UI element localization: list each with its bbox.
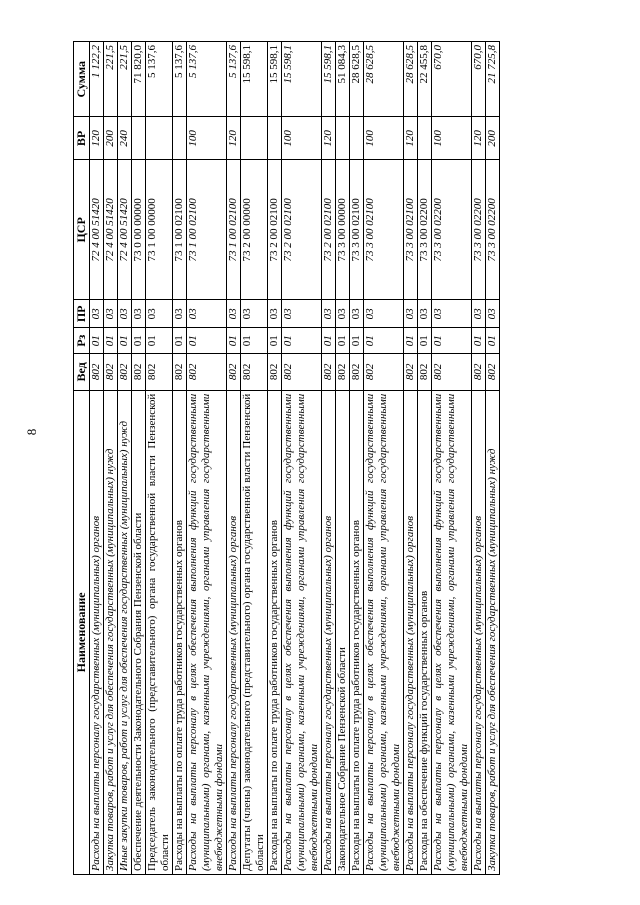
cell-ved: 802	[282, 354, 322, 391]
cell-pr: 03	[364, 300, 404, 328]
table-row	[336, 42, 350, 875]
cell-name: Расходы на выплаты персоналу государственных (муниципальных) органов	[472, 390, 486, 874]
cell-rz: 01	[336, 328, 350, 354]
cell-csr: 73 3 00 02200	[486, 160, 500, 300]
cell-pr: 03	[241, 300, 268, 328]
cell-sum: 5 137,6	[187, 42, 227, 117]
cell-vr: 200	[486, 117, 500, 160]
cell-csr: 73 2 00 02100	[268, 160, 282, 300]
cell-vr: 200	[104, 117, 118, 160]
cell-csr: 73 1 00 02100	[227, 160, 241, 300]
cell-ved: 802	[404, 354, 418, 391]
cell-name: Закупка товаров, работ и услуг для обеспечения государственных (муниципальных) нужд	[486, 390, 500, 874]
cell-ved: 802	[364, 354, 404, 391]
header-csr: ЦСР	[74, 160, 90, 300]
cell-vr	[241, 117, 268, 160]
cell-vr: 120	[322, 117, 336, 160]
table-row	[418, 42, 432, 875]
cell-vr: 120	[404, 117, 418, 160]
cell-ved: 802	[418, 354, 432, 391]
cell-sum: 670,0	[432, 42, 472, 117]
table-row	[486, 42, 500, 875]
cell-name: Расходы на выплаты персоналу в целях обеспечения выполнения функций государственными (муниципальными) органами, казенными учреждениями, органами управления государственными внебюджетными фондами	[187, 390, 227, 874]
cell-sum: 15 598,1	[282, 42, 322, 117]
table-row	[322, 42, 336, 875]
cell-vr	[418, 117, 432, 160]
cell-sum: 15 598,1	[268, 42, 282, 117]
cell-csr: 72 4 00 51420	[90, 160, 104, 300]
cell-sum: 1 122,2	[90, 42, 104, 117]
cell-csr: 73 1 00 02100	[187, 160, 227, 300]
cell-csr: 73 2 00 02100	[282, 160, 322, 300]
cell-pr: 03	[418, 300, 432, 328]
cell-ved: 802	[118, 354, 132, 391]
cell-name: Расходы на выплаты персоналу в целях обеспечения выполнения функций государственными (муниципальными) органами, казенными учреждениями, органами управления государственными внебюджетными фондами	[364, 390, 404, 874]
rotated-table-container	[73, 41, 581, 875]
table-row	[364, 42, 404, 875]
cell-ved: 802	[241, 354, 268, 391]
table-row	[241, 42, 268, 875]
cell-csr: 72 4 00 51420	[104, 160, 118, 300]
header-sum: Сумма	[74, 42, 90, 117]
table-row	[268, 42, 282, 875]
cell-vr: 100	[364, 117, 404, 160]
cell-vr: 240	[118, 117, 132, 160]
cell-sum: 5 137,6	[227, 42, 241, 117]
table-row	[132, 42, 146, 875]
cell-vr	[132, 117, 146, 160]
cell-pr: 03	[350, 300, 364, 328]
cell-sum: 28 628,5	[350, 42, 364, 117]
cell-csr: 73 3 00 02200	[472, 160, 486, 300]
cell-name: Расходы на выплаты по оплате труда работников государственных органов	[173, 390, 187, 874]
header-pr: ПР	[74, 300, 90, 328]
cell-pr: 03	[173, 300, 187, 328]
cell-rz: 01	[90, 328, 104, 354]
cell-sum: 22 455,8	[418, 42, 432, 117]
table-row	[187, 42, 227, 875]
cell-name: Расходы на выплаты персоналу в целях обеспечения выполнения функций государственными (муниципальными) органами, казенными учреждениями, органами управления государственными внебюджетными фондами	[432, 390, 472, 874]
table-row	[282, 42, 322, 875]
header-ved: Вед	[74, 354, 90, 391]
cell-rz: 01	[268, 328, 282, 354]
cell-rz: 01	[472, 328, 486, 354]
cell-sum: 71 820,0	[132, 42, 146, 117]
cell-rz: 01	[241, 328, 268, 354]
cell-ved: 802	[187, 354, 227, 391]
cell-vr	[146, 117, 173, 160]
cell-pr: 03	[187, 300, 227, 328]
cell-vr	[336, 117, 350, 160]
cell-sum: 51 084,3	[336, 42, 350, 117]
cell-csr: 73 2 00 00000	[241, 160, 268, 300]
cell-vr: 100	[282, 117, 322, 160]
cell-rz: 01	[364, 328, 404, 354]
header-vr: ВР	[74, 117, 90, 160]
cell-rz: 01	[132, 328, 146, 354]
budget-table	[73, 41, 500, 875]
page-number: 8	[24, 428, 39, 436]
cell-sum: 221,5	[104, 42, 118, 117]
cell-csr: 73 0 00 00000	[132, 160, 146, 300]
table-body	[90, 42, 500, 875]
cell-sum: 28 628,5	[404, 42, 418, 117]
cell-vr: 120	[227, 117, 241, 160]
cell-csr: 73 3 00 02200	[418, 160, 432, 300]
cell-vr: 100	[187, 117, 227, 160]
cell-pr: 03	[90, 300, 104, 328]
cell-ved: 802	[336, 354, 350, 391]
cell-name: Председатель законодательного (представительного) органа государственной власти Пензенской области	[146, 390, 173, 874]
table-row	[432, 42, 472, 875]
cell-name: Расходы на выплаты персоналу в целях обеспечения выполнения функций государственными (муниципальными) органами, казенными учреждениями, органами управления государственными внебюджетными фондами	[282, 390, 322, 874]
cell-rz: 01	[282, 328, 322, 354]
cell-pr: 03	[268, 300, 282, 328]
cell-csr: 72 4 00 51420	[118, 160, 132, 300]
header-name: Наименование	[74, 390, 90, 874]
cell-ved: 802	[173, 354, 187, 391]
table-row	[173, 42, 187, 875]
cell-rz: 01	[187, 328, 227, 354]
cell-vr	[268, 117, 282, 160]
table-row	[146, 42, 173, 875]
cell-rz: 01	[350, 328, 364, 354]
cell-ved: 802	[227, 354, 241, 391]
cell-sum: 28 628,5	[364, 42, 404, 117]
cell-rz: 01	[418, 328, 432, 354]
cell-ved: 802	[350, 354, 364, 391]
cell-pr: 03	[118, 300, 132, 328]
table-row	[472, 42, 486, 875]
cell-sum: 5 137,6	[146, 42, 173, 117]
cell-sum: 15 598,1	[241, 42, 268, 117]
cell-pr: 03	[132, 300, 146, 328]
table-row	[90, 42, 104, 875]
cell-pr: 03	[404, 300, 418, 328]
cell-ved: 802	[322, 354, 336, 391]
cell-rz: 01	[173, 328, 187, 354]
cell-pr: 03	[146, 300, 173, 328]
cell-csr: 73 1 00 00000	[146, 160, 173, 300]
cell-ved: 802	[486, 354, 500, 391]
cell-name: Расходы на выплаты персоналу государственных (муниципальных) органов	[227, 390, 241, 874]
cell-vr: 120	[90, 117, 104, 160]
cell-sum: 15 598,1	[322, 42, 336, 117]
cell-pr: 03	[282, 300, 322, 328]
cell-ved: 802	[472, 354, 486, 391]
cell-name: Иные закупки товаров, работ и услуг для обеспечения государственных (муниципальных) нужд	[118, 390, 132, 874]
cell-rz: 01	[104, 328, 118, 354]
cell-ved: 802	[268, 354, 282, 391]
cell-pr: 03	[336, 300, 350, 328]
cell-csr: 73 3 00 02100	[364, 160, 404, 300]
cell-vr: 100	[432, 117, 472, 160]
cell-csr: 73 3 00 02100	[350, 160, 364, 300]
table-row	[350, 42, 364, 875]
cell-vr	[173, 117, 187, 160]
cell-name: Расходы на обеспечение функций государственных органов	[418, 390, 432, 874]
cell-pr: 03	[432, 300, 472, 328]
cell-rz: 01	[432, 328, 472, 354]
cell-pr: 03	[104, 300, 118, 328]
cell-rz: 01	[227, 328, 241, 354]
cell-ved: 802	[90, 354, 104, 391]
table-row	[104, 42, 118, 875]
cell-sum: 21 725,8	[486, 42, 500, 117]
table-row	[118, 42, 132, 875]
cell-sum: 670,0	[472, 42, 486, 117]
cell-name: Депутаты (члены) законодательного (представительного) органа государственной власти Пензенской области	[241, 390, 268, 874]
cell-ved: 802	[432, 354, 472, 391]
cell-name: Законодательное Собрание Пензенской области	[336, 390, 350, 874]
cell-ved: 802	[146, 354, 173, 391]
cell-ved: 802	[132, 354, 146, 391]
cell-sum: 221,5	[118, 42, 132, 117]
cell-pr: 03	[227, 300, 241, 328]
header-rz: Рз	[74, 328, 90, 354]
cell-name: Расходы на выплаты персоналу государственных (муниципальных) органов	[404, 390, 418, 874]
cell-pr: 03	[322, 300, 336, 328]
cell-name: Закупка товаров, работ и услуг для обеспечения государственных (муниципальных) нужд	[104, 390, 118, 874]
cell-name: Расходы на выплаты по оплате труда работников государственных органов	[268, 390, 282, 874]
cell-csr: 73 2 00 02100	[322, 160, 336, 300]
cell-csr: 73 3 00 02100	[404, 160, 418, 300]
cell-csr: 73 3 00 02200	[432, 160, 472, 300]
cell-vr	[350, 117, 364, 160]
cell-rz: 01	[404, 328, 418, 354]
cell-name: Обеспечение деятельности Законодательного Собрания Пензенской области	[132, 390, 146, 874]
cell-name: Расходы на выплаты персоналу государственных (муниципальных) органов	[90, 390, 104, 874]
cell-csr: 73 1 00 02100	[173, 160, 187, 300]
cell-pr: 03	[486, 300, 500, 328]
table-row	[227, 42, 241, 875]
cell-rz: 01	[118, 328, 132, 354]
cell-csr: 73 3 00 00000	[336, 160, 350, 300]
cell-pr: 03	[472, 300, 486, 328]
cell-rz: 01	[146, 328, 173, 354]
cell-rz: 01	[322, 328, 336, 354]
cell-name: Расходы на выплаты персоналу государственных (муниципальных) органов	[322, 390, 336, 874]
cell-rz: 01	[486, 328, 500, 354]
cell-sum: 5 137,6	[173, 42, 187, 117]
table-row	[404, 42, 418, 875]
cell-name: Расходы на выплаты по оплате труда работников государственных органов	[350, 390, 364, 874]
table-header-row	[74, 42, 90, 875]
cell-vr: 120	[472, 117, 486, 160]
cell-ved: 802	[104, 354, 118, 391]
